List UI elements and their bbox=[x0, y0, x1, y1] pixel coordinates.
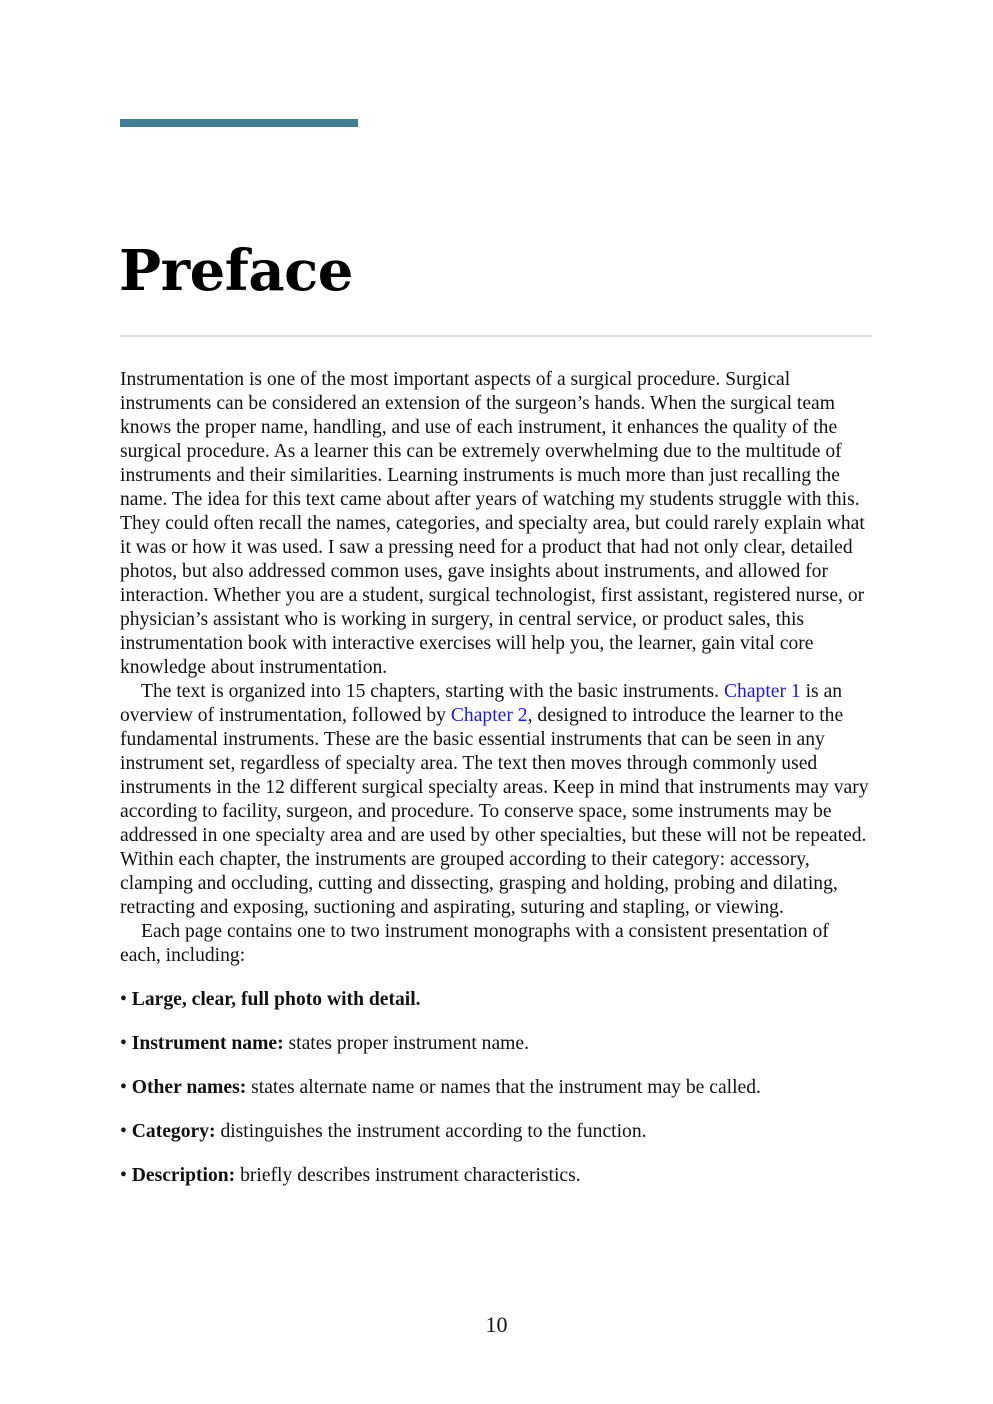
list-item-term: Large, clear, full photo with detail. bbox=[131, 989, 421, 1010]
list-item bbox=[120, 988, 872, 1012]
list-item-desc: states proper instrument name. bbox=[283, 1033, 530, 1054]
bullet-glyph: • bbox=[120, 989, 132, 1010]
paragraph-intro: Instrumentation is one of the most important aspects of a surgical procedure. Surgical instruments can be considered an extension of the surgeon’s hands. When the surgical team knows the proper name, handling, and use of each instrument, it enhances the quality of the surgical procedure. As a learner this can be extremely overwhelming due to the multitude of instruments and their similarities. Learning instruments is much more than just recalling the name. The idea for this text came about after years of watching my students struggle with this. They could often recall the names, categories, and specialty area, but could rarely explain what it was or how it was used. I saw a pressing need for a product that had not only clear, detailed photos, but also addressed common uses, gave insights about instruments, and allowed for interaction. Whether you are a student, surgical technologist, first assistant, registered nurse, or physician’s assistant who is working in surgery, in central service, or product sales, this instrumentation book with interactive exercises will help you, the learner, gain vital core knowledge about instrumentation. bbox=[120, 369, 865, 678]
preface-body bbox=[120, 368, 872, 1208]
bullet-glyph: • bbox=[120, 1033, 132, 1054]
chapter-2-link[interactable]: Chapter 2 bbox=[450, 705, 528, 726]
paragraph-monographs: Each page contains one to two instrument monographs with a consistent presentation of each, including: bbox=[120, 921, 829, 966]
list-item-desc: distinguishes the instrument according to the function. bbox=[215, 1121, 647, 1142]
list-item-term: Category: bbox=[131, 1121, 216, 1142]
list-item-term: Other names: bbox=[131, 1077, 247, 1098]
chapter-accent-bar bbox=[120, 119, 358, 127]
list-item-term: Instrument name: bbox=[131, 1033, 284, 1054]
chapter-1-link[interactable]: Chapter 1 bbox=[723, 681, 801, 702]
list-item bbox=[120, 1076, 872, 1100]
bullet-glyph: • bbox=[120, 1077, 132, 1098]
list-item bbox=[120, 1164, 872, 1188]
list-item bbox=[120, 1032, 872, 1056]
paragraph-organization-text-end: , designed to introduce the learner to the fundamental instruments. These are the basic essential instruments that can be seen in any instrument set, regardless of specialty area. The text then moves through commonly used instruments in the 12 different surgical specialty areas. Keep in mind that instruments may vary according to facility, surgeon, and procedure. To conserve space, some instruments may be addressed in one specialty area and are used by other specialties, but these will not be repeated. Within each chapter, the instruments are grouped according to their category: accessory, clamping and occluding, cutting and dissecting, grasping and holding, probing and dilating, retracting and exposing, suctioning and aspirating, suturing and stapling, or viewing. bbox=[120, 705, 869, 918]
bullet-glyph: • bbox=[120, 1121, 132, 1142]
list-item-desc: briefly describes instrument characteristics. bbox=[235, 1165, 581, 1186]
list-item-desc: states alternate name or names that the instrument may be called. bbox=[246, 1077, 761, 1098]
monograph-features-list bbox=[120, 988, 872, 1188]
paragraph-organization bbox=[120, 680, 872, 920]
paragraph-organization-text-start: The text is organized into 15 chapters, starting with the basic instruments. bbox=[141, 681, 724, 702]
list-item-term: Description: bbox=[131, 1165, 236, 1186]
list-item bbox=[120, 1120, 872, 1144]
paragraph-organization-text-middle: is an overview of instrumentation, followed by bbox=[120, 681, 843, 726]
page-number: 10 bbox=[485, 1312, 508, 1337]
title-divider bbox=[120, 335, 872, 337]
bullet-glyph: • bbox=[120, 1165, 132, 1186]
page-title: Preface bbox=[119, 238, 353, 304]
